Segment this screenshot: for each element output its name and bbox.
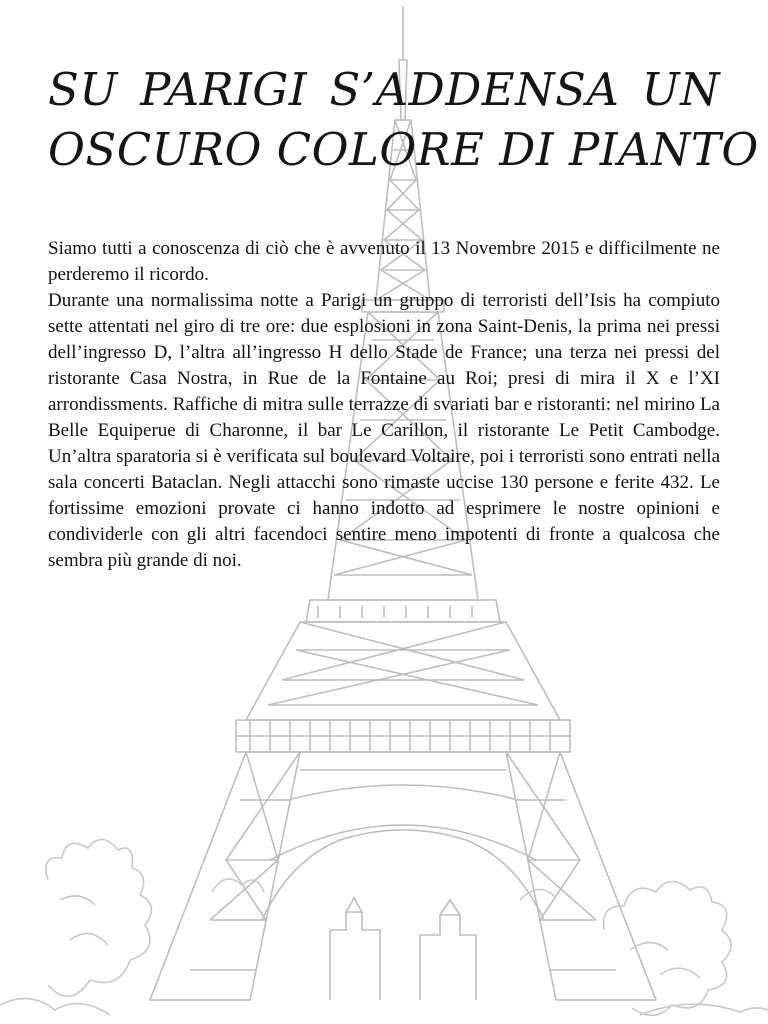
title-word: UN <box>641 63 720 116</box>
title-word: PARIGI <box>140 63 308 116</box>
title-word: S’ADDENSA <box>329 63 620 116</box>
clouds <box>0 839 768 1015</box>
title-word: SU <box>48 63 118 116</box>
article-title-line-1 <box>48 60 720 120</box>
article-title <box>48 60 759 180</box>
article-body <box>48 236 720 574</box>
tower-arch <box>262 785 544 920</box>
tower-middle-platform <box>306 600 500 622</box>
city-buildings <box>330 898 476 1000</box>
paragraph-events: Durante una normalissima notte a Parigi un gruppo di terroristi dell’Isis ha compiuto sette attentati nel giro di tre ore: due esplosioni in zona Saint-Denis, la prima nei pressi dell’ingresso D, l’altra all’ingresso H dello Stade de France; una terza nei pressi del ristorante Casa Nostra, in Rue de la Fontaine au Roi; presi di mira il X e l’XI arrondissments. Raffiche di mitra sulle terrazze di svariati bar e ristoranti: nel mirino La Belle Equiperue di Charonne, il bar Le Carillon, il ristorante Le Petit Cambodge. Un’altra sparatoria si è verificata sul boulevard Voltaire, poi i terroristi sono entrati nella sala concerti Bataclan. Negli attacchi sono rimaste uccise 130 persone e ferite 432. Le fortissime emozioni provate ci hanno indotto ad esprimere le nostre opinioni e condividerle con gli altri facendoci sentire meno impotenti di fronte a qualcosa che sembra più grande di noi. <box>48 290 720 571</box>
article-title-line-2: OSCURO COLORE DI PIANTO <box>48 123 759 176</box>
tower-base-left-leg <box>150 752 300 1000</box>
paragraph-intro: Siamo tutti a conoscenza di ciò che è avvenuto il 13 Novembre 2015 e difficilmente ne perderemo il ricordo. <box>48 238 720 285</box>
tower-base-right-leg <box>506 752 656 1000</box>
